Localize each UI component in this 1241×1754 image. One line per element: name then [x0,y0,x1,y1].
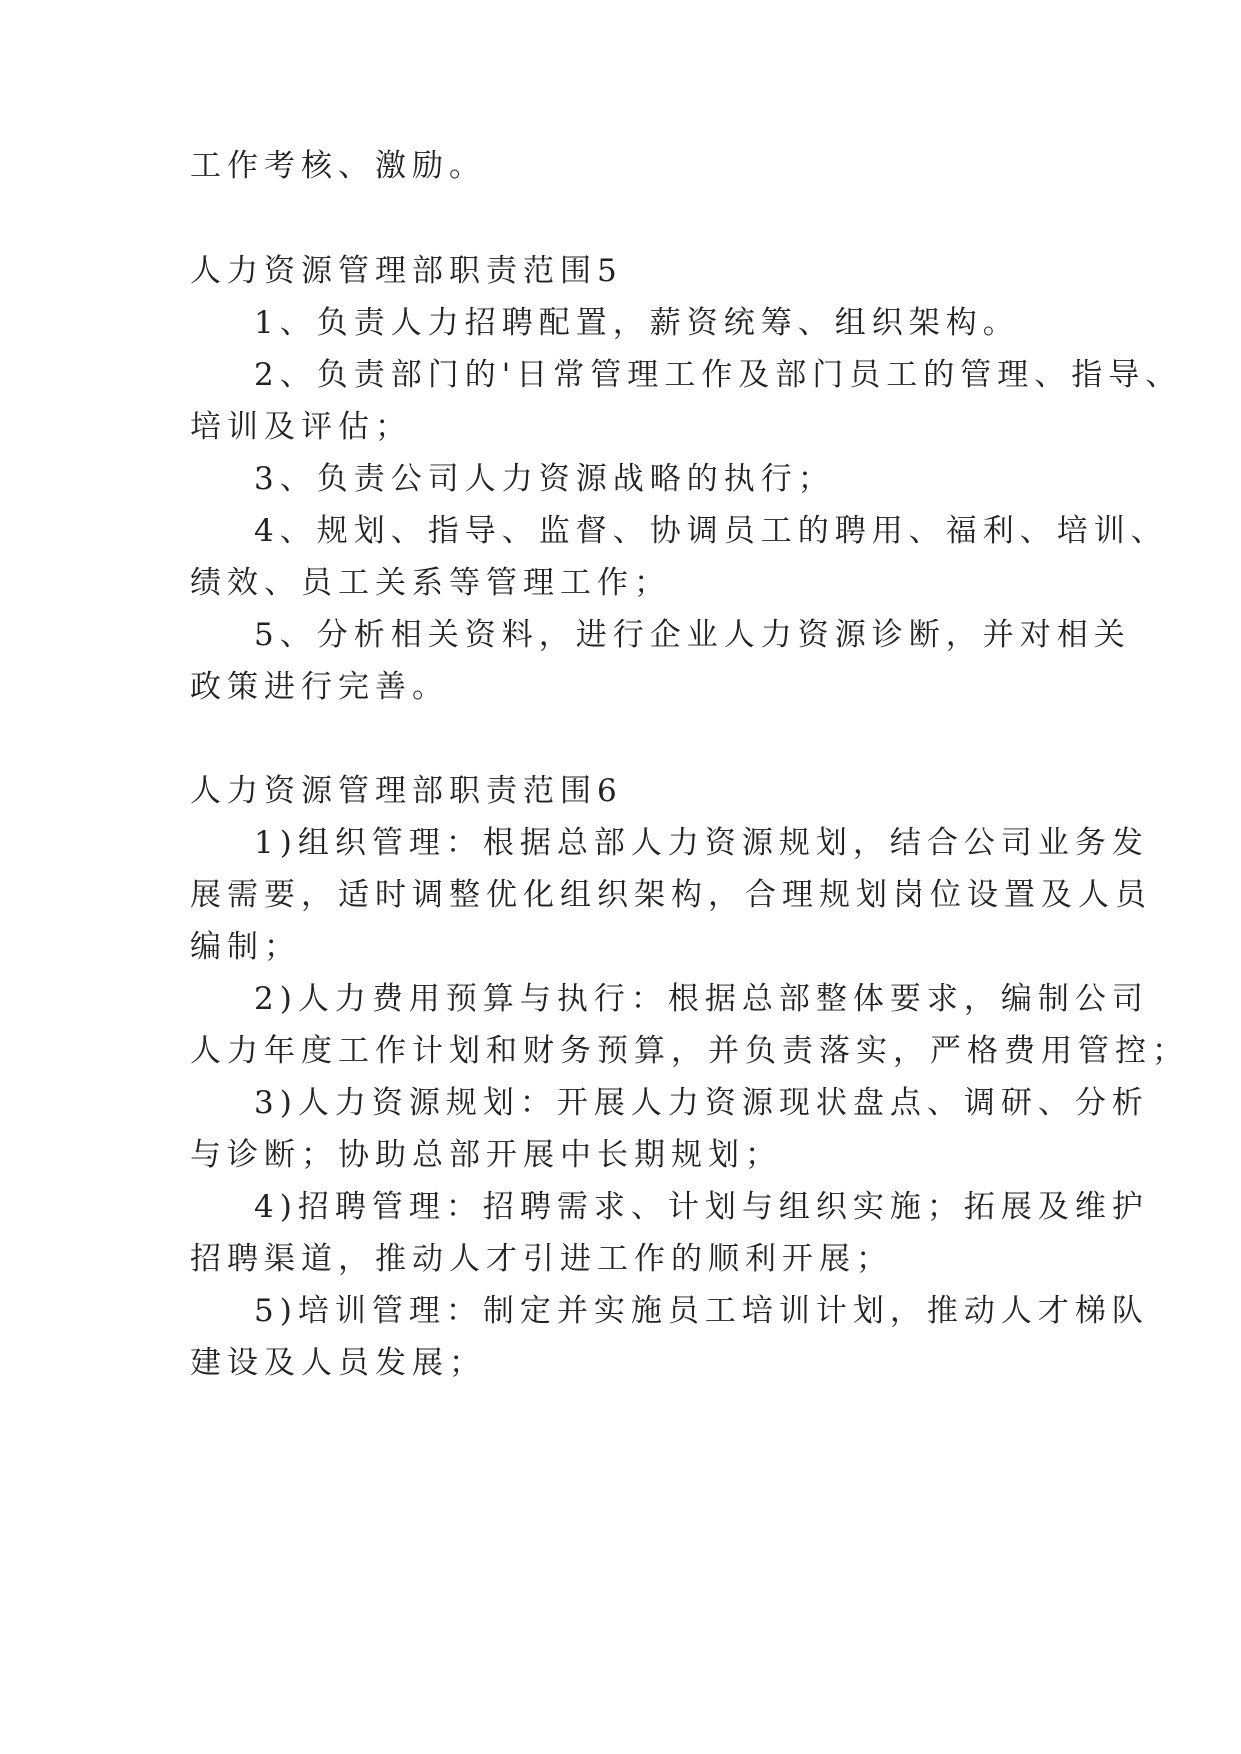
paragraph-line: 2、负责部门的'日常管理工作及部门员工的管理、指导、 [254,357,1183,393]
paragraph-line: 招聘渠道，推动人才引进工作的顺利开展； [190,1241,893,1277]
paragraph-line: 1)组织管理：根据总部人力资源规划，结合公司业务发 [254,825,1149,861]
paragraph-line: 培训及评估； [190,409,412,445]
paragraph-line: 建设及人员发展； [190,1345,486,1381]
paragraph-line: 人力年度工作计划和财务预算，并负责落实，严格费用管控； [190,1033,1189,1069]
section-heading: 人力资源管理部职责范围6 [190,773,623,809]
paragraph-line: 1、负责人力招聘配置，薪资统筹、组织架构。 [254,305,1020,341]
paragraph-line: 5)培训管理：制定并实施员工培训计划，推动人才梯队 [254,1293,1149,1329]
paragraph-line: 展需要，适时调整优化组织架构，合理规划岗位设置及人员 [190,877,1152,913]
paragraph-line: 4)招聘管理：招聘需求、计划与组织实施；拓展及维护 [254,1189,1149,1225]
paragraph-line: 工作考核、激励。 [190,148,486,184]
paragraph-line: 绩效、员工关系等管理工作； [190,565,671,601]
paragraph-line: 2)人力费用预算与执行：根据总部整体要求，编制公司 [254,981,1149,1017]
paragraph-line: 政策进行完善。 [190,669,449,705]
paragraph-line: 编制； [190,929,301,965]
paragraph-line: 3)人力资源规划：开展人力资源现状盘点、调研、分析 [254,1085,1149,1121]
paragraph-line: 4、规划、指导、监督、协调员工的聘用、福利、培训、 [254,513,1168,549]
paragraph-line: 3、负责公司人力资源战略的执行； [254,461,835,497]
paragraph-line: 与诊断；协助总部开展中长期规划； [190,1137,782,1173]
section-heading: 人力资源管理部职责范围5 [190,253,623,289]
paragraph-line: 5、分析相关资料，进行企业人力资源诊断，并对相关 [254,617,1131,653]
